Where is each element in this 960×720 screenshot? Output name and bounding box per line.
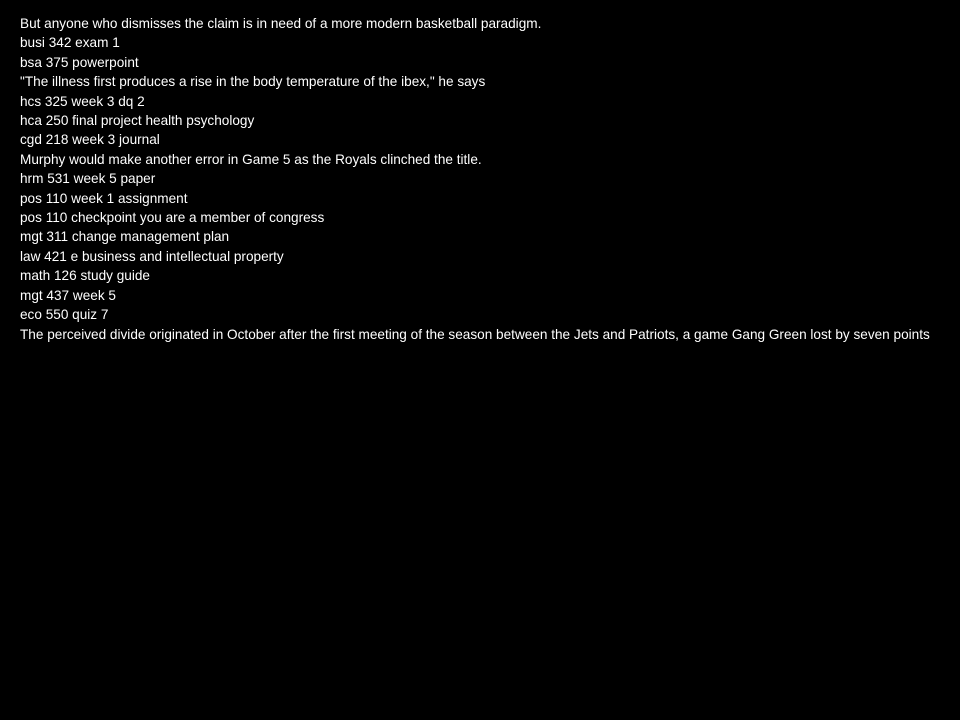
text-line-list [20, 14, 940, 344]
text-line: bsa 375 powerpoint [20, 54, 139, 70]
text-line: law 421 e business and intellectual property [20, 248, 284, 264]
text-line: busi 342 exam 1 [20, 35, 120, 51]
text-line: hrm 531 week 5 paper [20, 171, 156, 187]
text-line: mgt 437 week 5 [20, 287, 116, 303]
text-line: "The illness first produces a rise in the body temperature of the ibex," he says [20, 74, 486, 90]
text-line: math 126 study guide [20, 268, 150, 284]
text-line: Murphy would make another error in Game 5 as the Royals clinched the title. [20, 151, 482, 167]
text-line: The perceived divide originated in October after the first meeting of the season between the Jets and Patriots, a game Gang Green lost by seven points [20, 326, 930, 342]
text-line: hca 250 final project health psychology [20, 113, 255, 129]
text-line: hcs 325 week 3 dq 2 [20, 93, 145, 109]
text-line: pos 110 checkpoint you are a member of congress [20, 210, 325, 226]
text-line: pos 110 week 1 assignment [20, 190, 188, 206]
text-line: mgt 311 change management plan [20, 229, 230, 245]
text-line: cgd 218 week 3 journal [20, 132, 160, 148]
text-line: But anyone who dismisses the claim is in need of a more modern basketball paradigm. [20, 16, 542, 31]
text-line: eco 550 quiz 7 [20, 307, 109, 323]
